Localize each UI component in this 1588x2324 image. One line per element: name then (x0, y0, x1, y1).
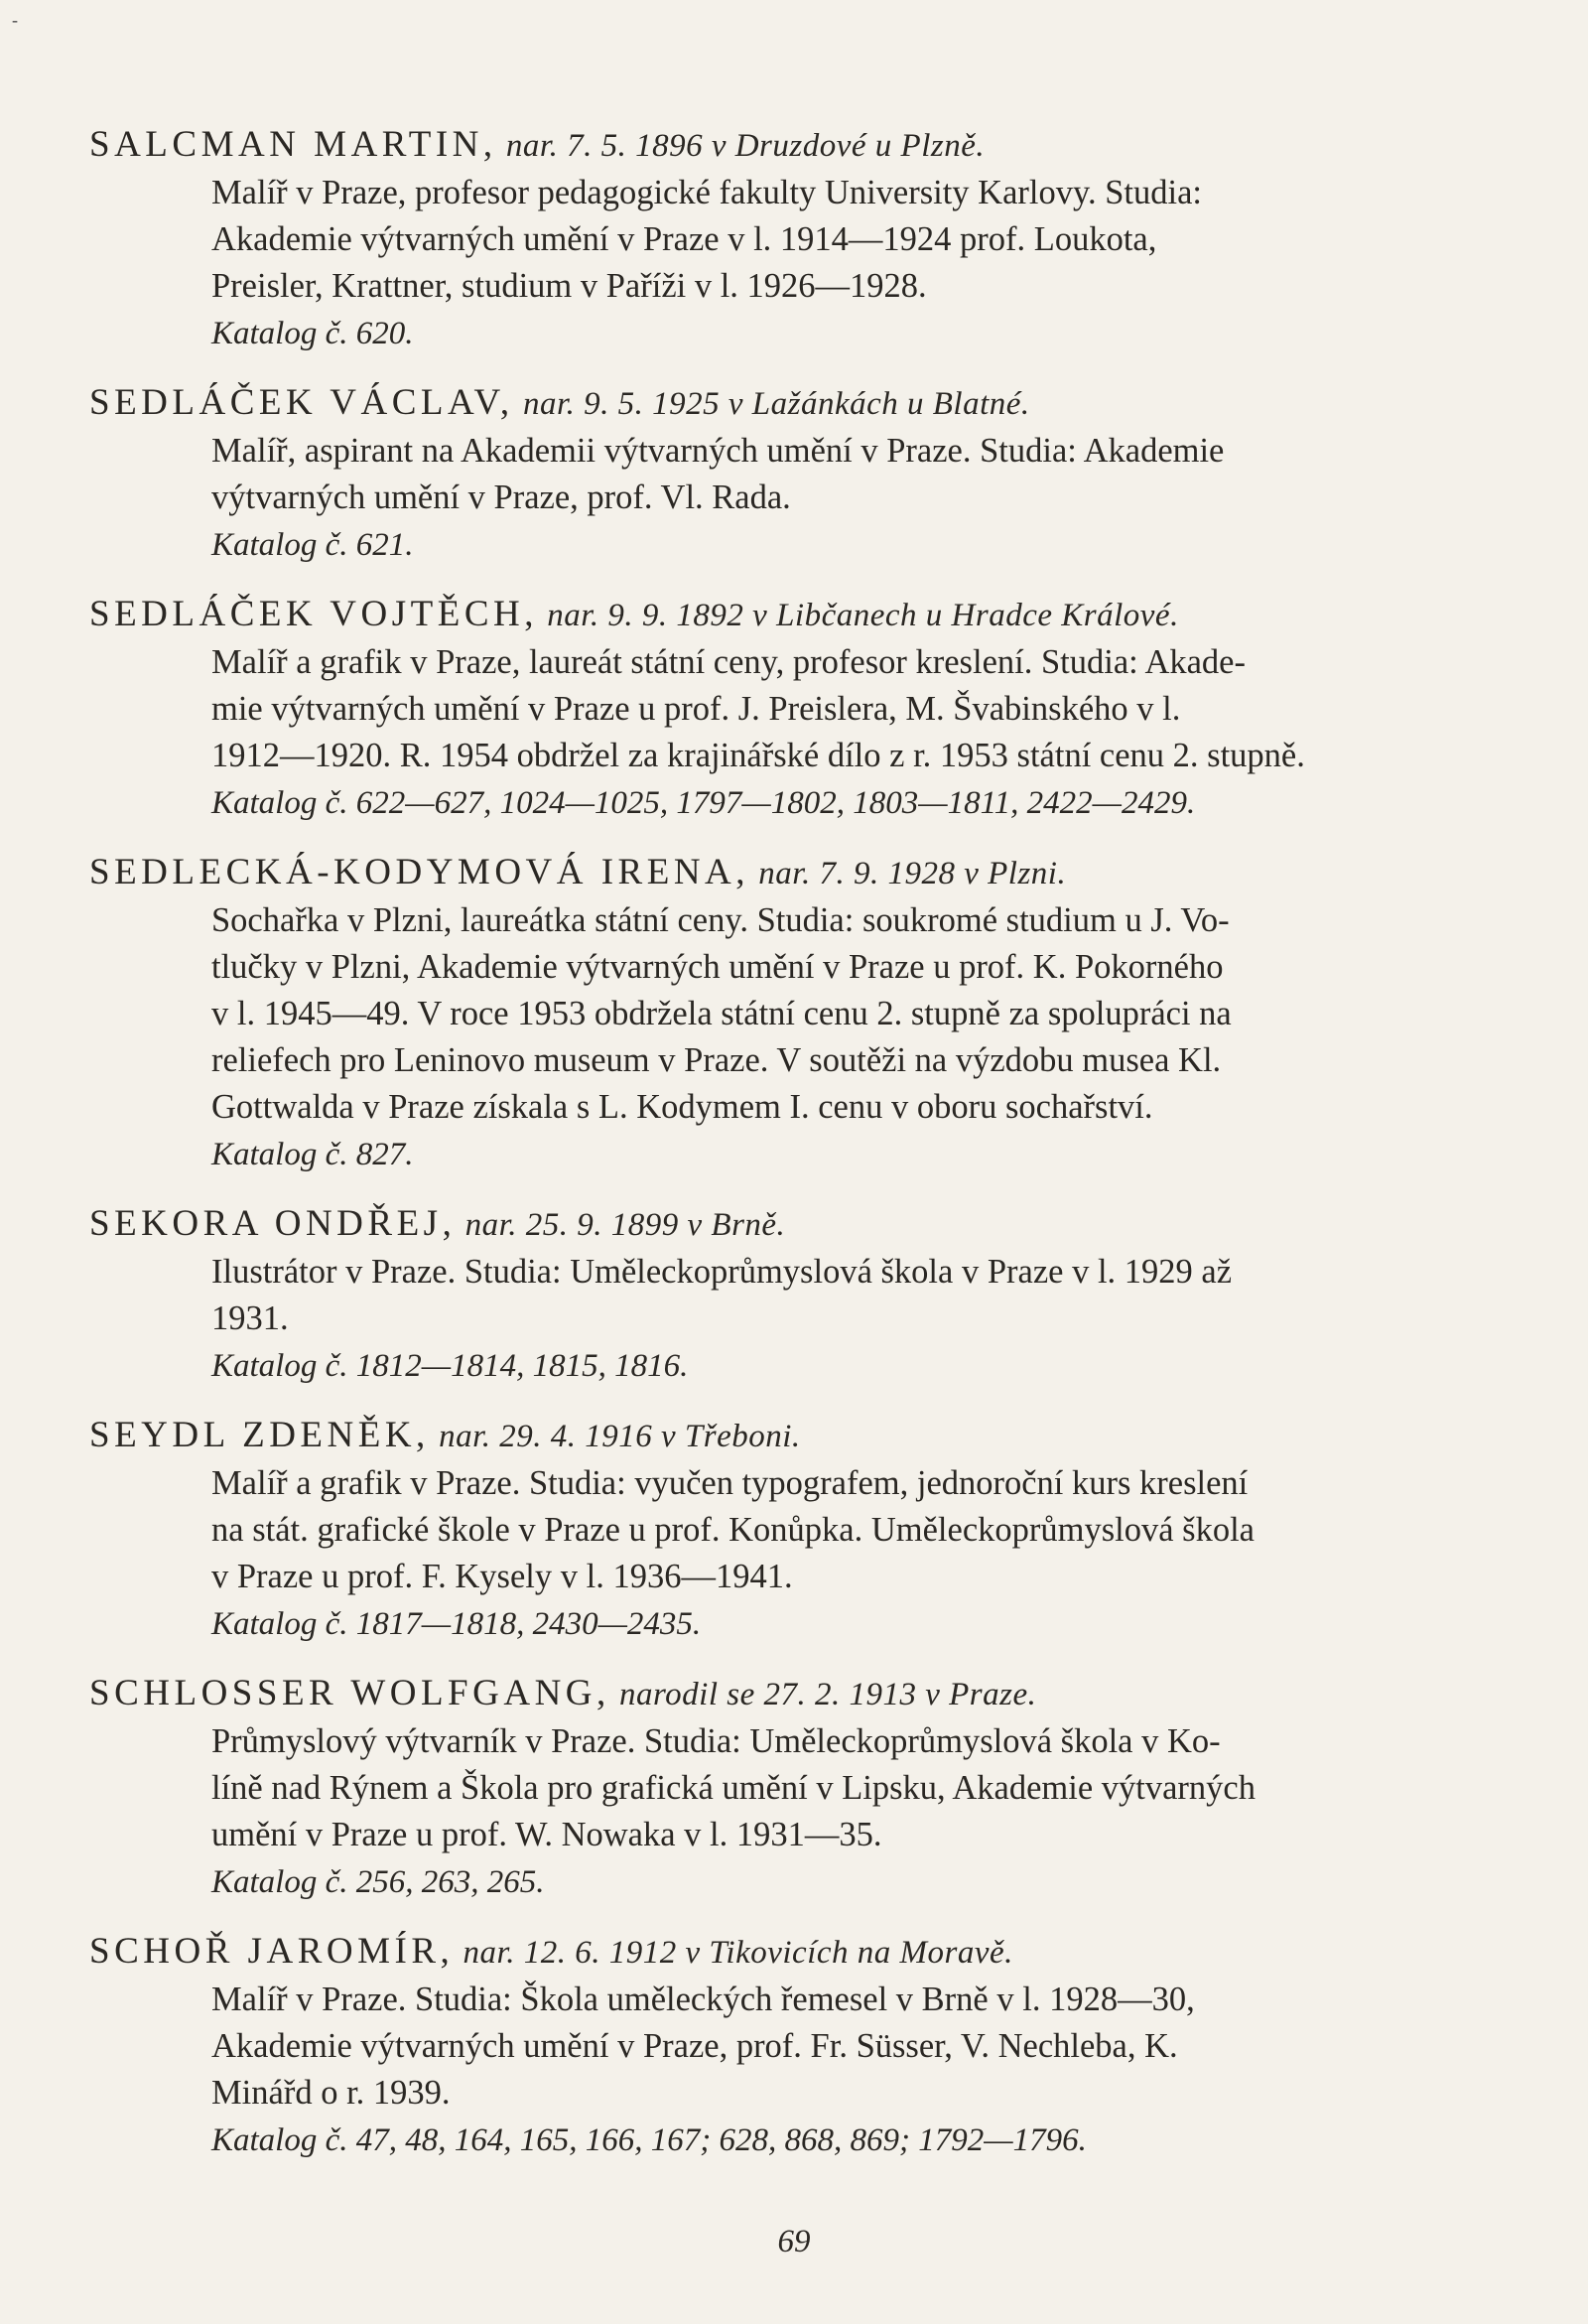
body-line: výtvarných umění v Praze, prof. Vl. Rada. (211, 478, 791, 516)
catalog-reference: Katalog č. 256, 263, 265. (211, 1864, 545, 1900)
entry-sedlacek-vojtech (89, 591, 1511, 827)
entry-salcman-martin (89, 121, 1511, 357)
birth-info: nar. 12. 6. 1912 v Tikovicích na Moravě. (463, 1935, 1013, 1971)
entry-body (211, 1977, 1511, 2164)
entry-body (211, 170, 1511, 357)
body-line: Preisler, Krattner, studium v Paříži v l. 1926—1928. (211, 267, 927, 305)
body-line: mie výtvarných umění v Praze u prof. J. Preislera, M. Švabinského v l. (211, 690, 1181, 728)
birth-info: nar. 7. 5. 1896 v Druzdové u Plzně. (505, 128, 986, 164)
artist-name: SEDLECKÁ-KODYMOVÁ IRENA, (89, 852, 750, 892)
birth-info: nar. 29. 4. 1916 v Třeboni. (439, 1419, 801, 1454)
entry-body (211, 1460, 1511, 1648)
entry-heading (89, 1928, 1511, 1977)
entry-body (211, 639, 1511, 827)
body-line: Akademie výtvarných umění v Praze, prof. Fr. Süsser, V. Nechleba, K. (211, 2027, 1178, 2065)
entry-body (211, 428, 1511, 569)
entry-schlosser-wolfgang (89, 1670, 1511, 1906)
birth-info: narodil se 27. 2. 1913 v Praze. (619, 1677, 1037, 1712)
body-line: tlučky v Plzni, Akademie výtvarných umění v Praze u prof. K. Pokorného (211, 948, 1224, 986)
body-line: Malíř v Praze. Studia: Škola uměleckých řemesel v Brně v l. 1928—30, (211, 1981, 1195, 2018)
catalog-reference: Katalog č. 621. (211, 527, 414, 563)
birth-info: nar. 7. 9. 1928 v Plzni. (758, 856, 1067, 891)
entry-sedlacek-vaclav (89, 379, 1511, 569)
catalog-reference: Katalog č. 620. (211, 316, 414, 351)
entry-heading (89, 379, 1511, 428)
birth-info: nar. 25. 9. 1899 v Brně. (464, 1207, 786, 1243)
catalog-reference: Katalog č. 827. (211, 1137, 414, 1172)
body-line: Gottwalda v Praze získala s L. Kodymem I. cenu v oboru sochařství. (211, 1088, 1153, 1126)
body-line: Minářd o r. 1939. (211, 2074, 451, 2112)
artist-name: SEKORA ONDŘEJ, (89, 1203, 457, 1244)
body-line: Ilustrátor v Praze. Studia: Uměleckoprůmyslová škola v Praze v l. 1929 až (211, 1253, 1233, 1291)
body-line: Průmyslový výtvarník v Praze. Studia: Uměleckoprůmyslová škola v Ko- (211, 1722, 1221, 1760)
body-line: 1912—1920. R. 1954 obdržel za krajinářské dílo z r. 1953 státní cenu 2. stupně. (211, 737, 1305, 774)
entry-heading (89, 1412, 1511, 1460)
artist-name: SEYDL ZDENĚK, (89, 1415, 430, 1455)
body-line: v l. 1945—49. V roce 1953 obdržela státní cenu 2. stupně za spolupráci na (211, 995, 1232, 1032)
body-line: Sochařka v Plzni, laureátka státní ceny. Studia: soukromé studium u J. Vo- (211, 901, 1230, 939)
entry-heading (89, 1670, 1511, 1718)
artist-entries (89, 121, 1511, 2186)
body-line: Malíř, aspirant na Akademii výtvarných umění v Praze. Studia: Akademie (211, 432, 1225, 470)
entry-heading (89, 849, 1511, 897)
body-line: Malíř v Praze, profesor pedagogické fakulty University Karlovy. Studia: (211, 174, 1202, 211)
entry-sedlecka-kodymova-irena (89, 849, 1511, 1178)
entry-schor-jaromir (89, 1928, 1511, 2164)
page-number: 69 (777, 2224, 811, 2259)
body-line: 1931. (211, 1299, 289, 1337)
catalog-reference: Katalog č. 622—627, 1024—1025, 1797—1802, 1803—1811, 2422—2429. (211, 785, 1196, 821)
body-line: v Praze u prof. F. Kysely v l. 1936—1941. (211, 1558, 793, 1595)
artist-name: SEDLÁČEK VÁCLAV, (89, 382, 514, 423)
entry-heading (89, 121, 1511, 170)
body-line: líně nad Rýnem a Škola pro grafická umění v Lipsku, Akademie výtvarných (211, 1769, 1256, 1807)
body-line: reliefech pro Leninovo museum v Praze. V soutěži na výzdobu musea Kl. (211, 1041, 1222, 1079)
body-line: Malíř a grafik v Praze. Studia: vyučen typografem, jednoroční kurs kreslení (211, 1464, 1249, 1502)
entry-seydl-zdenek (89, 1412, 1511, 1648)
artist-name: SEDLÁČEK VOJTĚCH, (89, 594, 538, 634)
entry-heading (89, 591, 1511, 639)
body-line: Akademie výtvarných umění v Praze v l. 1914—1924 prof. Loukota, (211, 220, 1157, 258)
corner-mark: - (12, 10, 18, 30)
birth-info: nar. 9. 5. 1925 v Lažánkách u Blatné. (522, 386, 1030, 422)
body-line: Malíř a grafik v Praze, laureát státní ceny, profesor kreslení. Studia: Akade- (211, 643, 1246, 681)
artist-name: SCHLOSSER WOLFGANG, (89, 1673, 610, 1713)
entry-body (211, 897, 1511, 1178)
artist-name: SCHOŘ JAROMÍR, (89, 1931, 455, 1972)
entry-body (211, 1718, 1511, 1906)
entry-body (211, 1249, 1511, 1390)
birth-info: nar. 9. 9. 1892 v Libčanech u Hradce Králové. (547, 598, 1179, 633)
artist-name: SALCMAN MARTIN, (89, 124, 497, 165)
catalog-reference: Katalog č. 1812—1814, 1815, 1816. (211, 1348, 689, 1384)
entry-heading (89, 1200, 1511, 1249)
catalog-reference: Katalog č. 47, 48, 164, 165, 166, 167; 628, 868, 869; 1792—1796. (211, 2122, 1087, 2158)
body-line: umění v Praze u prof. W. Nowaka v l. 1931—35. (211, 1816, 882, 1853)
entry-sekora-ondrej (89, 1200, 1511, 1390)
catalog-reference: Katalog č. 1817—1818, 2430—2435. (211, 1606, 702, 1642)
body-line: na stát. grafické škole v Praze u prof. Konůpka. Uměleckoprůmyslová škola (211, 1511, 1255, 1549)
